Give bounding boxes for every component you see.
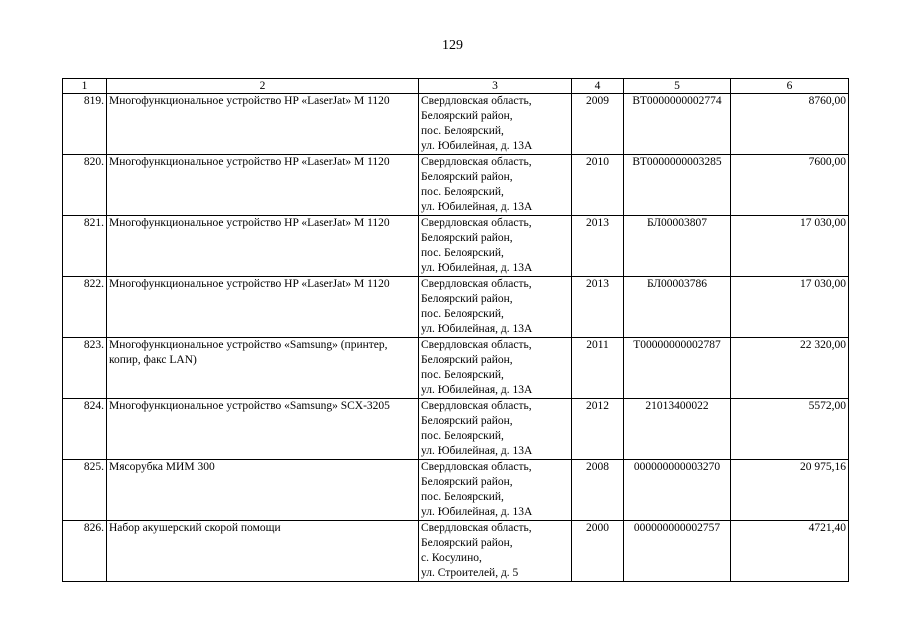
column-header: 4 bbox=[572, 79, 624, 94]
address-line: пос. Белоярский, bbox=[421, 491, 504, 503]
item-address bbox=[419, 277, 572, 338]
column-header: 6 bbox=[731, 79, 849, 94]
address-line: ул. Юбилейная, д. 13А bbox=[421, 323, 533, 335]
item-address bbox=[419, 399, 572, 460]
table-row bbox=[63, 338, 849, 399]
address-line: Свердловская область, bbox=[421, 522, 532, 534]
item-cost: 7600,00 bbox=[731, 155, 849, 216]
item-cost: 4721,40 bbox=[731, 521, 849, 582]
item-name: Многофункциональное устройство HP «LaserJat» М 1120 bbox=[107, 216, 419, 277]
item-name: Набор акушерский скорой помощи bbox=[107, 521, 419, 582]
row-number: 822. bbox=[63, 277, 107, 338]
item-cost: 8760,00 bbox=[731, 94, 849, 155]
inventory-table bbox=[62, 78, 849, 582]
item-year: 2013 bbox=[572, 277, 624, 338]
column-header: 3 bbox=[419, 79, 572, 94]
item-year: 2011 bbox=[572, 338, 624, 399]
address-line: Свердловская область, bbox=[421, 461, 532, 473]
address-line: пос. Белоярский, bbox=[421, 308, 504, 320]
row-number: 821. bbox=[63, 216, 107, 277]
item-year: 2012 bbox=[572, 399, 624, 460]
item-name: Многофункциональное устройство HP «LaserJat» М 1120 bbox=[107, 277, 419, 338]
item-address bbox=[419, 216, 572, 277]
address-line: Белоярский район, bbox=[421, 537, 513, 549]
item-name: Многофункциональное устройство HP «LaserJat» М 1120 bbox=[107, 155, 419, 216]
address-line: Белоярский район, bbox=[421, 110, 513, 122]
address-line: Белоярский район, bbox=[421, 293, 513, 305]
column-header: 2 bbox=[107, 79, 419, 94]
address-line: ул. Юбилейная, д. 13А bbox=[421, 262, 533, 274]
address-line: ул. Юбилейная, д. 13А bbox=[421, 445, 533, 457]
row-number: 825. bbox=[63, 460, 107, 521]
address-line: Свердловская область, bbox=[421, 278, 532, 290]
item-cost: 20 975,16 bbox=[731, 460, 849, 521]
address-line: Белоярский район, bbox=[421, 354, 513, 366]
row-number: 819. bbox=[63, 94, 107, 155]
inventory-code: БЛ00003786 bbox=[624, 277, 731, 338]
address-line: Свердловская область, bbox=[421, 156, 532, 168]
inventory-code: Т00000000002787 bbox=[624, 338, 731, 399]
inventory-code: 000000000002757 bbox=[624, 521, 731, 582]
address-line: Свердловская область, bbox=[421, 400, 532, 412]
row-number: 820. bbox=[63, 155, 107, 216]
table-row bbox=[63, 155, 849, 216]
inventory-code: БЛ00003807 bbox=[624, 216, 731, 277]
table-row bbox=[63, 521, 849, 582]
address-line: ул. Юбилейная, д. 13А bbox=[421, 201, 533, 213]
item-cost: 17 030,00 bbox=[731, 277, 849, 338]
address-line: пос. Белоярский, bbox=[421, 186, 504, 198]
row-number: 826. bbox=[63, 521, 107, 582]
inventory-code: ВТ0000000003285 bbox=[624, 155, 731, 216]
header-row bbox=[63, 79, 849, 94]
item-cost: 5572,00 bbox=[731, 399, 849, 460]
page-number: 129 bbox=[442, 38, 463, 53]
row-number: 823. bbox=[63, 338, 107, 399]
inventory-code: 21013400022 bbox=[624, 399, 731, 460]
address-line: Белоярский район, bbox=[421, 415, 513, 427]
address-line: Белоярский район, bbox=[421, 476, 513, 488]
address-line: пос. Белоярский, bbox=[421, 430, 504, 442]
address-line: пос. Белоярский, bbox=[421, 247, 504, 259]
column-header: 1 bbox=[63, 79, 107, 94]
address-line: ул. Юбилейная, д. 13А bbox=[421, 384, 533, 396]
address-line: пос. Белоярский, bbox=[421, 369, 504, 381]
item-address bbox=[419, 155, 572, 216]
address-line: Свердловская область, bbox=[421, 95, 532, 107]
table-row bbox=[63, 460, 849, 521]
item-year: 2009 bbox=[572, 94, 624, 155]
address-line: ул. Юбилейная, д. 13А bbox=[421, 140, 533, 152]
item-name: Многофункциональное устройство HP «LaserJat» М 1120 bbox=[107, 94, 419, 155]
address-line: ул. Строителей, д. 5 bbox=[421, 567, 519, 579]
item-address bbox=[419, 521, 572, 582]
item-year: 2013 bbox=[572, 216, 624, 277]
table-row bbox=[63, 277, 849, 338]
item-cost: 17 030,00 bbox=[731, 216, 849, 277]
item-address bbox=[419, 338, 572, 399]
address-line: Белоярский район, bbox=[421, 171, 513, 183]
address-line: с. Косулино, bbox=[421, 552, 482, 564]
address-line: ул. Юбилейная, д. 13А bbox=[421, 506, 533, 518]
column-header: 5 bbox=[624, 79, 731, 94]
table-row bbox=[63, 94, 849, 155]
item-year: 2010 bbox=[572, 155, 624, 216]
item-year: 2000 bbox=[572, 521, 624, 582]
address-line: пос. Белоярский, bbox=[421, 125, 504, 137]
item-address bbox=[419, 94, 572, 155]
item-address bbox=[419, 460, 572, 521]
table-row bbox=[63, 216, 849, 277]
item-cost: 22 320,00 bbox=[731, 338, 849, 399]
address-line: Белоярский район, bbox=[421, 232, 513, 244]
inventory-code: ВТ0000000002774 bbox=[624, 94, 731, 155]
row-number: 824. bbox=[63, 399, 107, 460]
address-line: Свердловская область, bbox=[421, 339, 532, 351]
table-row bbox=[63, 399, 849, 460]
inventory-code: 000000000003270 bbox=[624, 460, 731, 521]
item-name: Мясорубка МИМ 300 bbox=[107, 460, 419, 521]
item-name: Многофункциональное устройство «Samsung» SCX-3205 bbox=[107, 399, 419, 460]
item-year: 2008 bbox=[572, 460, 624, 521]
address-line: Свердловская область, bbox=[421, 217, 532, 229]
item-name: Многофункциональное устройство «Samsung» (принтер, копир, факс LAN) bbox=[107, 338, 419, 399]
